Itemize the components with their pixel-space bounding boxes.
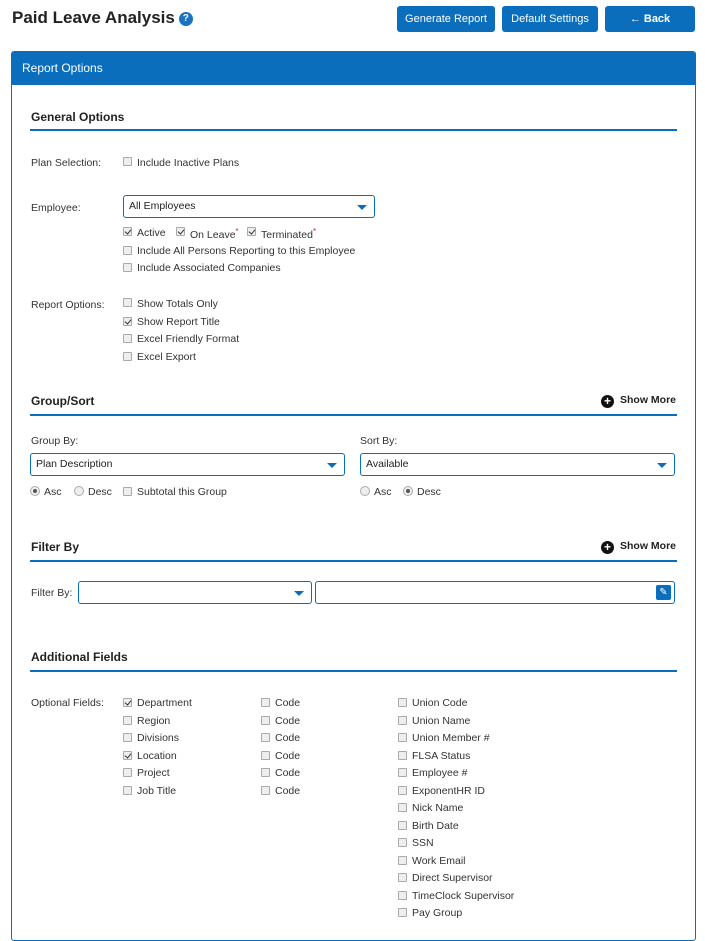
code-field-2-checkbox[interactable] <box>261 733 270 742</box>
plus-circle-icon: + <box>601 541 614 554</box>
filter-by-label: Filter By: <box>31 587 73 599</box>
extra-field-0-label: Union Code <box>412 697 468 709</box>
extra-field-7-checkbox[interactable] <box>398 821 407 830</box>
section-divider <box>30 670 677 672</box>
plus-circle-icon: + <box>601 395 614 408</box>
default-settings-button[interactable]: Default Settings <box>502 6 598 32</box>
filter-show-more[interactable] <box>601 540 676 554</box>
extra-field-12-checkbox[interactable] <box>398 908 407 917</box>
code-field-4-checkbox[interactable] <box>261 768 270 777</box>
active-checkbox[interactable] <box>123 227 132 236</box>
required-asterisk: * <box>312 227 317 236</box>
extra-field-2-checkbox[interactable] <box>398 733 407 742</box>
extra-field-5-checkbox[interactable] <box>398 786 407 795</box>
sort-by-label: Sort By: <box>360 435 398 447</box>
show-totals-checkbox[interactable] <box>123 298 132 307</box>
optional-field-0-checkbox[interactable] <box>123 698 132 707</box>
include-associated-checkbox[interactable] <box>123 263 132 272</box>
sort-desc-label: Desc <box>417 486 441 498</box>
extra-field-6-label: Nick Name <box>412 802 464 814</box>
optional-field-1-label: Region <box>137 715 171 727</box>
extra-field-6-checkbox[interactable] <box>398 803 407 812</box>
optional-field-3-checkbox[interactable] <box>123 751 132 760</box>
chevron-down-icon <box>357 205 367 210</box>
employee-label: Employee: <box>31 202 81 214</box>
sort-by-select[interactable] <box>360 453 675 476</box>
optional-field-5-checkbox[interactable] <box>123 786 132 795</box>
chevron-down-icon <box>294 591 304 596</box>
filter-by-title: Filter By <box>31 540 80 554</box>
section-divider <box>30 414 677 416</box>
optional-field-4-checkbox[interactable] <box>123 768 132 777</box>
extra-field-3-label: FLSA Status <box>412 750 471 762</box>
extra-field-3-checkbox[interactable] <box>398 751 407 760</box>
group-sort-title: Group/Sort <box>31 394 95 408</box>
employee-select-value: All Employees <box>129 200 196 212</box>
optional-field-2-checkbox[interactable] <box>123 733 132 742</box>
show-more-label: Show More <box>620 540 677 552</box>
extra-field-9-checkbox[interactable] <box>398 856 407 865</box>
code-field-3-label: Code <box>275 750 301 762</box>
filter-field-select[interactable] <box>78 581 312 604</box>
show-more-label: Show More <box>620 394 677 406</box>
extra-field-11-label: TimeClock Supervisor <box>412 890 515 902</box>
report-options-label: Report Options: <box>31 299 105 311</box>
section-divider <box>30 560 677 562</box>
help-icon[interactable]: ? <box>179 12 193 26</box>
back-button-label: Back <box>643 13 671 25</box>
active-label: Active <box>137 227 166 239</box>
include-reporting-checkbox[interactable] <box>123 246 132 255</box>
page-title-text: Paid Leave Analysis <box>12 8 175 27</box>
include-inactive-plans-label: Include Inactive Plans <box>137 157 240 169</box>
show-report-title-checkbox[interactable] <box>123 317 132 326</box>
show-report-title-label: Show Report Title <box>137 316 220 328</box>
optional-field-3-label: Location <box>137 750 177 762</box>
extra-field-0-checkbox[interactable] <box>398 698 407 707</box>
excel-friendly-checkbox[interactable] <box>123 334 132 343</box>
on-leave-text: On Leave <box>190 229 236 241</box>
include-reporting-label: Include All Persons Reporting to this Employee <box>137 245 356 257</box>
extra-field-1-checkbox[interactable] <box>398 716 407 725</box>
group-sort-show-more[interactable] <box>601 394 676 408</box>
on-leave-label <box>190 227 239 241</box>
sort-desc-radio[interactable] <box>403 486 413 496</box>
optional-field-1-checkbox[interactable] <box>123 716 132 725</box>
extra-field-1-label: Union Name <box>412 715 471 727</box>
on-leave-checkbox[interactable] <box>176 227 185 236</box>
panel-header: Report Options <box>12 52 695 85</box>
required-asterisk: * <box>235 227 239 236</box>
extra-field-8-label: SSN <box>412 837 434 849</box>
chevron-down-icon <box>327 463 337 468</box>
show-totals-label: Show Totals Only <box>137 298 218 310</box>
extra-field-8-checkbox[interactable] <box>398 838 407 847</box>
code-field-0-label: Code <box>275 697 301 709</box>
sort-asc-radio[interactable] <box>360 486 370 496</box>
code-field-1-checkbox[interactable] <box>261 716 270 725</box>
optional-field-0-label: Department <box>137 697 192 709</box>
extra-field-12-label: Pay Group <box>412 907 463 919</box>
extra-field-5-label: ExponentHR ID <box>412 785 485 797</box>
include-inactive-plans-checkbox[interactable] <box>123 157 132 166</box>
extra-field-9-label: Work Email <box>412 855 466 867</box>
group-asc-label: Asc <box>44 486 62 498</box>
include-associated-label: Include Associated Companies <box>137 262 281 274</box>
code-field-0-checkbox[interactable] <box>261 698 270 707</box>
optional-field-5-label: Job Title <box>137 785 177 797</box>
group-by-label: Group By: <box>31 435 79 447</box>
extra-field-4-checkbox[interactable] <box>398 768 407 777</box>
terminated-checkbox[interactable] <box>247 227 256 236</box>
code-field-4-label: Code <box>275 767 301 779</box>
code-field-2-label: Code <box>275 732 301 744</box>
employee-select[interactable] <box>123 195 375 218</box>
sort-asc-label: Asc <box>374 486 392 498</box>
group-by-select[interactable] <box>30 453 345 476</box>
subtotal-group-label: Subtotal this Group <box>137 486 227 498</box>
report-options-panel <box>11 51 696 941</box>
excel-export-label: Excel Export <box>137 351 196 363</box>
extra-field-10-checkbox[interactable] <box>398 873 407 882</box>
page-title <box>12 8 193 28</box>
terminated-text: Terminated <box>261 229 313 241</box>
optional-field-4-label: Project <box>137 767 170 779</box>
code-field-3-checkbox[interactable] <box>261 751 270 760</box>
additional-fields-title: Additional Fields <box>31 650 128 664</box>
code-field-5-label: Code <box>275 785 301 797</box>
extra-field-4-label: Employee # <box>412 767 468 779</box>
group-asc-radio[interactable] <box>30 486 40 496</box>
edit-lookup-icon[interactable]: ✎ <box>656 585 671 600</box>
excel-friendly-label: Excel Friendly Format <box>137 333 240 345</box>
excel-export-checkbox[interactable] <box>123 352 132 361</box>
group-by-value: Plan Description <box>36 458 113 470</box>
extra-field-2-label: Union Member # <box>412 732 490 744</box>
generate-report-button[interactable]: Generate Report <box>397 6 495 32</box>
back-button[interactable] <box>605 6 695 32</box>
chevron-down-icon <box>657 463 667 468</box>
filter-value-input[interactable] <box>315 581 675 604</box>
optional-fields-label: Optional Fields: <box>31 697 104 709</box>
code-field-5-checkbox[interactable] <box>261 786 270 795</box>
subtotal-group-checkbox[interactable] <box>123 487 132 496</box>
extra-field-11-checkbox[interactable] <box>398 891 407 900</box>
terminated-label <box>261 227 316 241</box>
code-field-1-label: Code <box>275 715 301 727</box>
back-arrow-icon: ← <box>629 13 641 25</box>
sort-by-value: Available <box>366 458 409 470</box>
general-options-title: General Options <box>31 110 125 124</box>
extra-field-10-label: Direct Supervisor <box>412 872 493 884</box>
optional-field-2-label: Divisions <box>137 732 180 744</box>
group-desc-radio[interactable] <box>74 486 84 496</box>
extra-field-7-label: Birth Date <box>412 820 459 832</box>
plan-selection-label: Plan Selection: <box>31 157 102 169</box>
section-divider <box>30 129 677 131</box>
group-desc-label: Desc <box>88 486 112 498</box>
